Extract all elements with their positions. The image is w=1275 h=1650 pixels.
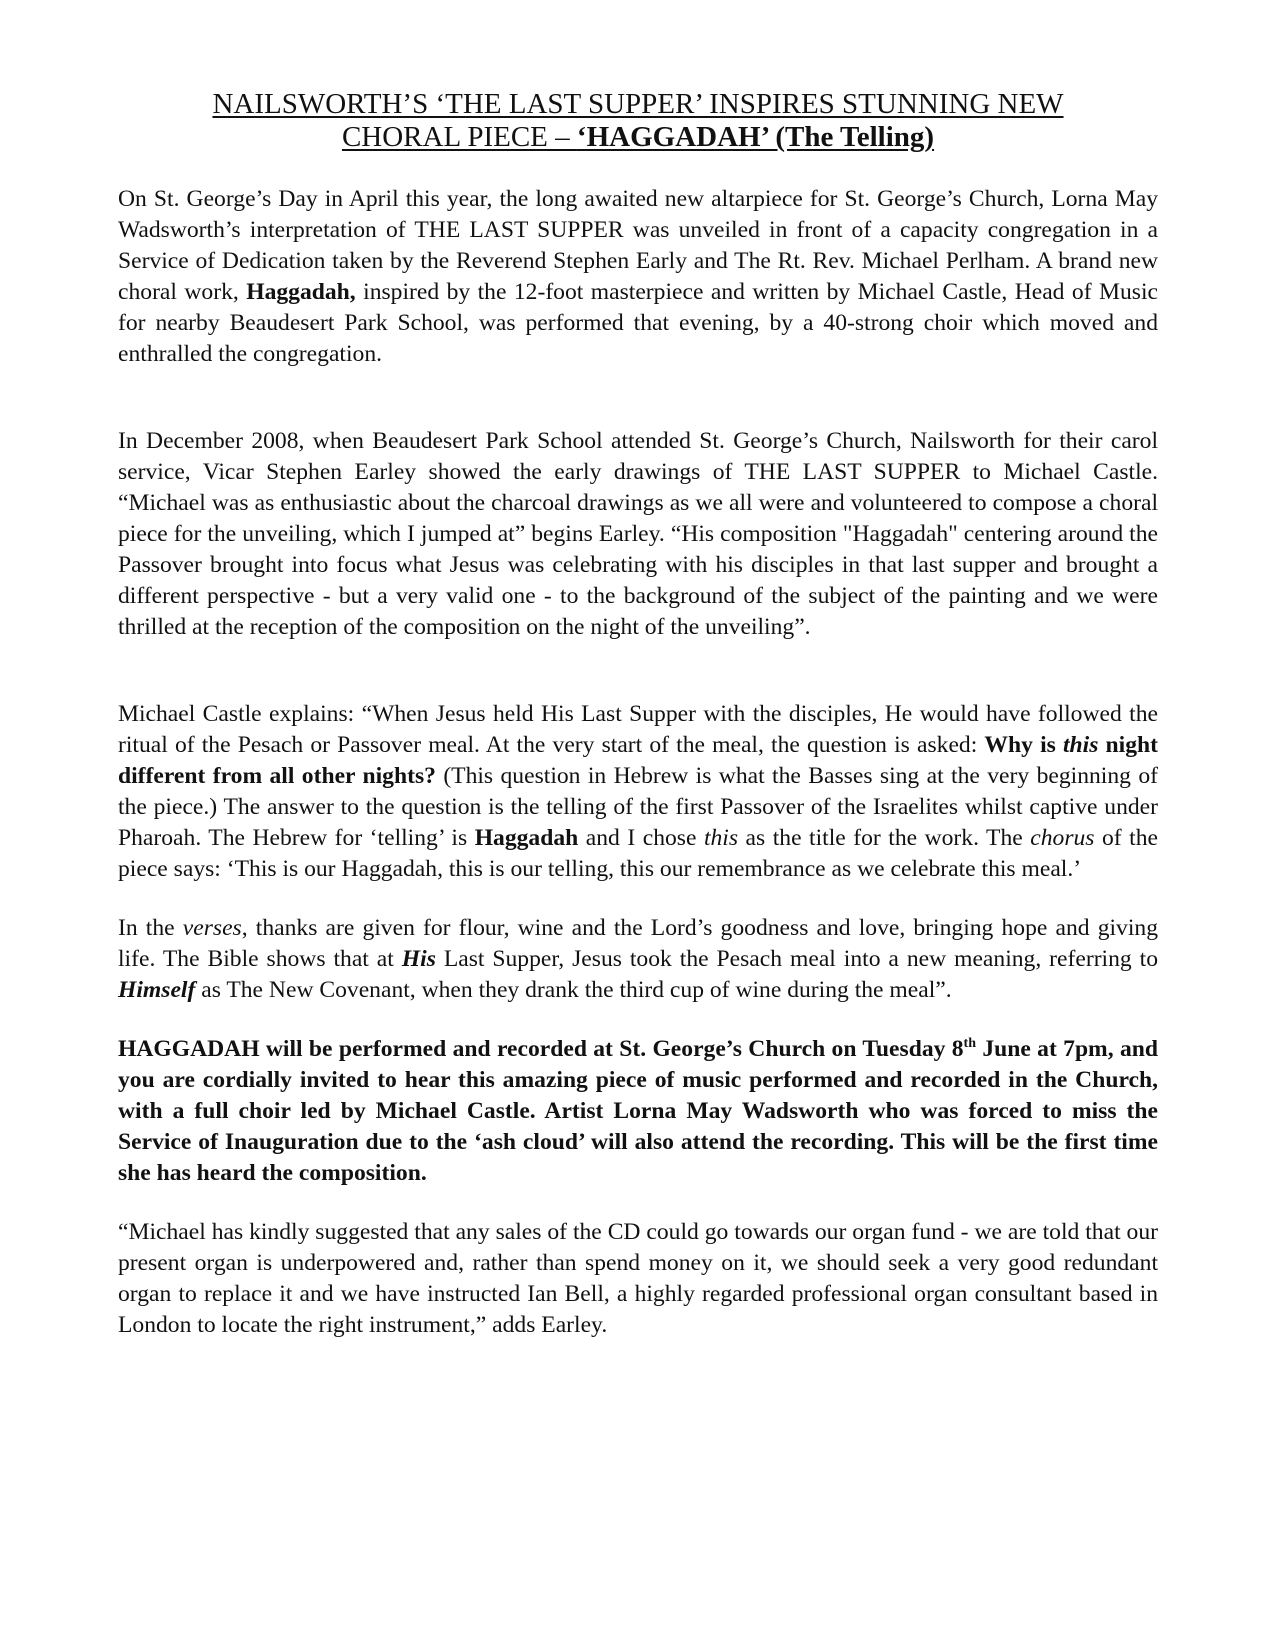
article-title: [118, 88, 1158, 154]
paragraph-december-2008: In December 2008, when Beaudesert Park School attended St. George’s Church, Nailsworth for their carol service, Vicar Stephen Earley showed the early drawings of THE LAST SUPPER to Michael Castle. “Michael was as enthusiastic about the charcoal drawings as we all were and volunteered to compose a choral piece for the unveiling, which I jumped at” begins Earley. “His composition "Haggadah" centering around the Passover brought into focus what Jesus was celebrating with his disciples in that last supper and brought a different perspective - but a very valid one - to the background of the subject of the painting and we were thrilled at the reception of the composition on the night of the unveiling”.: [118, 428, 1158, 640]
haggadah-bold: Haggadah,: [246, 279, 356, 305]
paragraph-organ-fund: “Michael has kindly suggested that any sales of the CD could go towards our organ fund - we are told that our present organ is underpowered and, rather than spend money on it, we should seek a very good redundant organ to replace it and we have instructed Ian Bell, a highly regarded professional organ consultant based in London to locate the right instrument,” adds Earley.: [118, 1219, 1158, 1338]
paragraph-dedication: On St. George’s Day in April this year, the long awaited new altarpiece for St. George’s Church, Lorna May Wadsworth’s interpretation of THE LAST SUPPER was unveiled in front of a capacity congregation in a Service of Dedication taken by the Reverend Stephen Early and The Rt. Rev. Michael Perlham. A brand new choral work, Haggadah, inspired by the 12-foot masterpiece and written by Michael Castle, Head of Music for nearby Beaudesert Park School, was performed that evening, by a 40-strong choir which moved and enthralled the congregation.: [118, 186, 1158, 367]
paragraph-verses: In the verses, thanks are given for flour, wine and the Lord’s goodness and love, bringing hope and giving life. The Bible shows that at His Last Supper, Jesus took the Pesach meal into a new meaning, referring to Himself as The New Covenant, when they drank the third cup of wine during the meal”.: [118, 915, 1158, 1003]
title-line-1: NAILSWORTH’S ‘THE LAST SUPPER’ INSPIRES STUNNING NEW: [212, 88, 1064, 120]
title-line-2-bold: ‘HAGGADAH’ (The Telling): [576, 121, 935, 153]
paragraph-performance-announcement: HAGGADAH will be performed and recorded at St. George’s Church on Tuesday 8th June at 7pm, and you are cordially invited to hear this amazing piece of music performed and recorded in the Church, with a full choir led by Michael Castle. Artist Lorna May Wadsworth who was forced to miss the Service of Inauguration due to the ‘ash cloud’ will also attend the recording. This will be the first time she has heard the composition.: [118, 1036, 1158, 1186]
document-page: [118, 88, 1158, 1341]
title-line-2-plain: CHORAL PIECE –: [341, 121, 577, 153]
paragraph-castle-explains: Michael Castle explains: “When Jesus held His Last Supper with the disciples, He would have followed the ritual of the Pesach or Passover meal. At the very start of the meal, the question is asked: Why is this night different from all other nights? (This question in Hebrew is what the Basses sing at the very beginning of the piece.) The answer to the question is the telling of the first Passover of the Israelites whilst captive under Pharoah. The Hebrew for ‘telling’ is Haggadah and I chose this as the title for the work. The chorus of the piece says: ‘This is our Haggadah, this is our telling, this our remembrance as we celebrate this meal.’: [118, 701, 1158, 882]
question-bold: Why is this night different from all other nights?: [118, 732, 1158, 789]
